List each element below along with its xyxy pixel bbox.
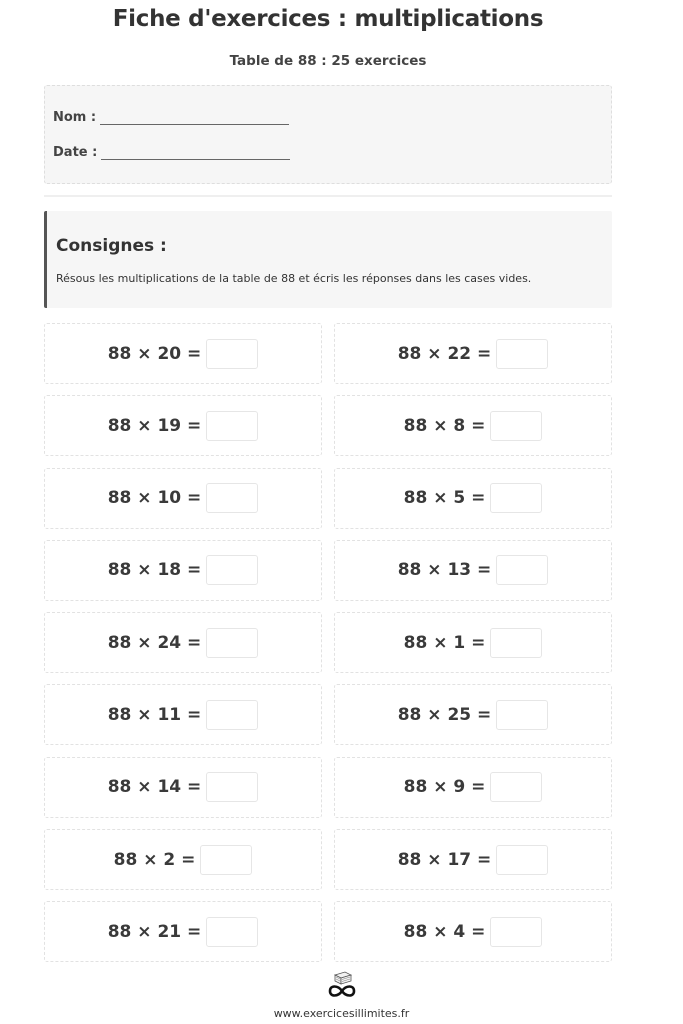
exercise-expression: 88 × 9 = [403,777,486,798]
exercise-card [44,612,322,673]
page-subtitle: Table de 88 : 25 exercices [229,53,427,69]
exercise-card [44,901,322,962]
exercise-card [44,395,322,456]
exercise-card [334,612,612,673]
divider [44,195,612,197]
answer-box[interactable] [206,483,258,513]
exercise-expression: 88 × 10 = [107,488,202,509]
answer-box[interactable] [206,772,258,802]
exercise-expression: 88 × 8 = [403,415,486,436]
exercise-card [334,757,612,818]
exercise-expression: 88 × 11 = [107,704,202,725]
infinity-books-logo-icon [325,971,359,999]
answer-box[interactable] [496,845,548,875]
exercise-expression: 88 × 14 = [107,777,202,798]
exercise-expression: 88 × 4 = [403,921,486,942]
answer-box[interactable] [490,772,542,802]
name-field[interactable] [53,110,289,125]
exercise-card [44,540,322,601]
name-line[interactable] [100,111,289,125]
answer-box[interactable] [206,628,258,658]
student-info-box [44,85,612,184]
answer-box[interactable] [490,411,542,441]
exercise-card [44,468,322,529]
instructions-box [44,211,612,308]
exercise-card [334,540,612,601]
answer-box[interactable] [206,700,258,730]
exercise-card [334,323,612,384]
date-field[interactable] [53,145,290,160]
exercise-card [44,684,322,745]
exercise-card [44,323,322,384]
exercise-expression: 88 × 20 = [107,343,202,364]
instructions-heading: Consignes : [56,236,167,256]
exercise-expression: 88 × 24 = [107,632,202,653]
exercise-expression: 88 × 1 = [403,632,486,653]
footer-url[interactable]: www.exercicesillimites.fr [273,1007,410,1020]
exercise-expression: 88 × 5 = [403,488,486,509]
exercise-expression: 88 × 13 = [397,560,492,581]
answer-box[interactable] [496,700,548,730]
exercise-card [44,829,322,890]
exercise-card [334,468,612,529]
date-line[interactable] [101,146,290,160]
name-label: Nom : [53,110,97,125]
exercise-card [334,829,612,890]
exercise-grid [44,323,612,962]
exercise-expression: 88 × 21 = [107,921,202,942]
answer-box[interactable] [206,339,258,369]
exercise-expression: 88 × 2 = [113,849,196,870]
exercise-expression: 88 × 17 = [397,849,492,870]
answer-box[interactable] [490,628,542,658]
date-label: Date : [53,145,98,160]
exercise-card [334,901,612,962]
answer-box[interactable] [200,845,252,875]
exercise-expression: 88 × 19 = [107,415,202,436]
instructions-text: Résous les multiplications de la table de 88 et écris les réponses dans les cases vides. [56,272,532,285]
answer-box[interactable] [206,555,258,585]
answer-box[interactable] [206,917,258,947]
exercise-card [334,684,612,745]
answer-box[interactable] [496,555,548,585]
answer-box[interactable] [206,411,258,441]
answer-box[interactable] [496,339,548,369]
exercise-card [334,395,612,456]
exercise-expression: 88 × 25 = [397,704,492,725]
answer-box[interactable] [490,483,542,513]
answer-box[interactable] [490,917,542,947]
exercise-expression: 88 × 22 = [397,343,492,364]
exercise-card [44,757,322,818]
page-title: Fiche d'exercices : multiplications [112,6,544,32]
exercise-expression: 88 × 18 = [107,560,202,581]
